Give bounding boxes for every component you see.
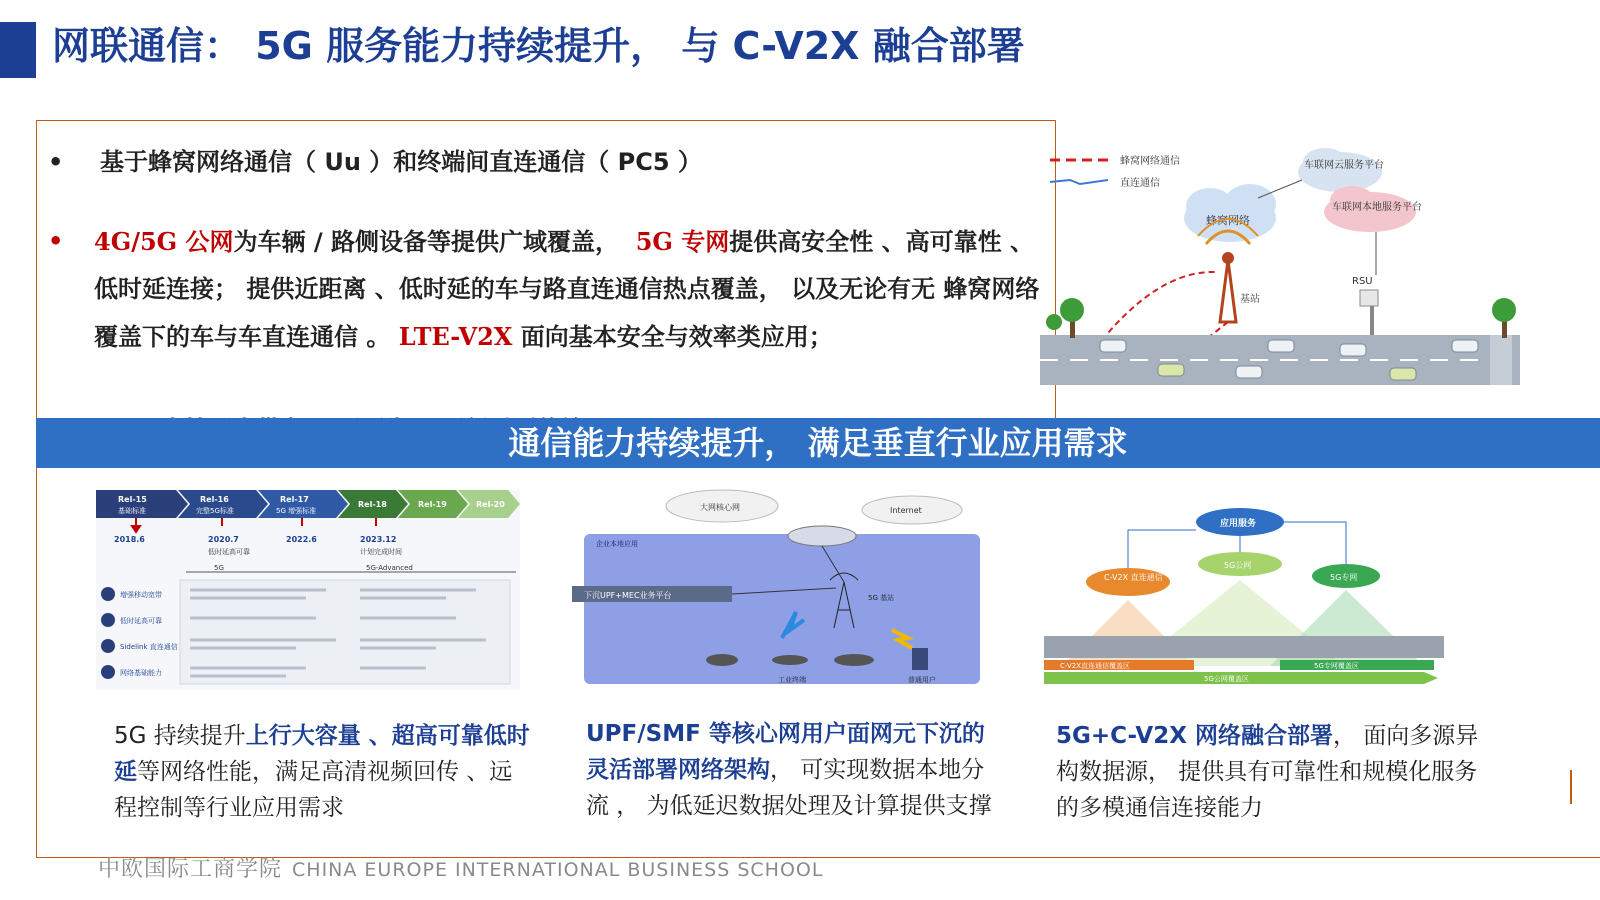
- capability-row-label: 网络基础能力: [120, 669, 162, 677]
- bullet-marker: •: [48, 148, 64, 176]
- enterprise-label: 企业本地应用: [596, 540, 638, 548]
- section-banner-text: 通信能力持续提升， 满足垂直行业应用需求: [508, 424, 1128, 462]
- cloud-core-label: 大网核心网: [700, 503, 740, 512]
- caption-emphasis: UPF/SMF 等核心网用户面网元下沉的灵活部署网络架构: [586, 721, 985, 783]
- caption-emphasis: 5G+C-V2X 网络融合部署: [1056, 723, 1333, 749]
- page-title: 网联通信： 5G 服务能力持续提升， 与 C-V2X 融合部署: [52, 24, 1025, 68]
- title-accent-bar: [0, 22, 36, 78]
- legend-wave-line: [1050, 180, 1108, 184]
- release-note: 基础标准: [118, 507, 146, 515]
- public-5g-label: 5G公网: [1224, 561, 1252, 570]
- milestone-date: 2023.12: [360, 535, 397, 544]
- highlight-private-network: 5G 专网: [635, 227, 730, 256]
- caption-emphasis: 上行大容量 、超高可靠低时延: [114, 723, 530, 785]
- release-label: Rel-18: [358, 500, 387, 509]
- bullet-body: [94, 218, 1048, 361]
- cloud-cellular-label: 蜂窝网络: [1206, 214, 1250, 227]
- phase-label: 5G: [214, 564, 224, 572]
- release-label: Rel-20: [476, 500, 505, 509]
- ordinary-user-label: 普通用户: [908, 676, 936, 684]
- school-name-en: CHINA EUROPE INTERNATIONAL BUSINESS SCHOOL: [292, 859, 824, 881]
- cloud-internet-label: Internet: [890, 506, 922, 515]
- bullet-text: 基于蜂窝网络通信（ Uu ）和终端间直连通信（ PC5 ）: [100, 148, 702, 176]
- capability-row-label: Sidelink 直连通信: [120, 643, 178, 651]
- milestone-date: 2020.7: [208, 535, 239, 544]
- milestone-date: 2022.6: [286, 535, 317, 544]
- caption-text: ， 面向多源异构数据源， 提供具有可靠性和规模化服务的多模通信连接能力: [1056, 723, 1479, 821]
- station-label: 5G 基站: [868, 594, 895, 602]
- caption-text: ， 可实现数据本地分流 ， 为低延迟数据处理及计算提供支撑: [586, 757, 992, 819]
- caption-text: 5G 持续提升: [114, 723, 246, 749]
- private-5g-label: 5G专网: [1330, 573, 1358, 582]
- coverage-figure: [1044, 490, 1444, 690]
- cellular-direct-diagram: [1040, 140, 1520, 390]
- app-service-label: 应用服务: [1220, 519, 1257, 529]
- release-label: Rel-17: [280, 495, 309, 504]
- cloud-core: [666, 490, 778, 522]
- release-roadmap-figure: [96, 490, 520, 690]
- public-zone-label: 5G公网覆盖区: [1204, 675, 1249, 683]
- panel2-caption: [586, 716, 1006, 824]
- caption-text: 等网络性能，满足高清视频回传 、远程控制等行业应用需求: [114, 759, 513, 821]
- upf-platform-label: 下沉UPF+MEC业务平台: [584, 591, 672, 600]
- cloud-platform-label: 车联网云服务平台: [1304, 160, 1384, 171]
- phase-label: 5G-Advanced: [366, 564, 413, 572]
- rsu-pole: [1352, 276, 1378, 340]
- release-note: 5G 增强标准: [276, 507, 317, 515]
- industrial-terminal-label: 工业终端: [778, 676, 806, 684]
- frame-tick: [1570, 770, 1572, 804]
- upf-architecture-figure: [572, 488, 992, 688]
- milestone-date: 2018.6: [114, 535, 145, 544]
- cloud-platform: [1298, 148, 1384, 192]
- bullet-marker: •: [48, 227, 64, 255]
- cloud-internet: [862, 496, 962, 524]
- release-label: Rel-19: [418, 500, 447, 509]
- bullet-text: 为车辆 / 路侧设备等提供广域覆盖，: [233, 228, 619, 256]
- bullet-item-2: [48, 218, 1048, 361]
- panel1-caption: [114, 718, 534, 826]
- capability-row-label: 增强移动宽带: [120, 591, 162, 599]
- legend-cellular-label: 蜂窝网络通信: [1120, 156, 1180, 167]
- milestone-text: 计划完成时间: [360, 548, 402, 556]
- capability-row-label: 低时延高可靠: [120, 617, 162, 625]
- bullet-item-1: [48, 142, 702, 177]
- release-arrow-row: [96, 490, 520, 518]
- base-station-label: 基站: [1240, 294, 1260, 305]
- release-label: Rel-15: [118, 495, 147, 504]
- cloud-cellular: [1184, 184, 1276, 242]
- rsu-label: RSU: [1352, 276, 1373, 287]
- release-label: Rel-16: [200, 495, 229, 504]
- school-name-cn: 中欧国际工商学院: [98, 857, 283, 882]
- school-footer: [98, 852, 823, 883]
- legend-direct-label: 直连通信: [1120, 178, 1160, 189]
- highlight-public-network: 4G/5G 公网: [94, 227, 234, 256]
- private-zone-label: 5G专网覆盖区: [1314, 662, 1359, 670]
- road-strip: [1044, 636, 1444, 658]
- cloud-local: [1324, 186, 1422, 232]
- cloud-local-label: 车联网本地服务平台: [1332, 202, 1422, 213]
- bullet-text: 提供高安全性 、高可靠性 、 低时延连接； 提供近距离 、低时延的车与路直连通信热点覆盖， 以及无论有无 蜂窝网络覆盖下的车与车直连通信 。: [94, 228, 1040, 351]
- cv2x-zone-label: C-V2X直连通信覆盖区: [1060, 662, 1131, 670]
- milestone-text: 低时延高可靠: [208, 548, 250, 556]
- section-banner: [36, 418, 1600, 468]
- release-note: 完整5G标准: [196, 507, 234, 515]
- panel3-caption: [1056, 718, 1486, 826]
- bullet-text: 面向基本安全与效率类应用；: [520, 323, 833, 351]
- highlight-lte-v2x: LTE-V2X: [398, 322, 513, 351]
- cv2x-node-label: C-V2X 直连通信: [1104, 573, 1163, 582]
- tree-icon: [1046, 298, 1516, 338]
